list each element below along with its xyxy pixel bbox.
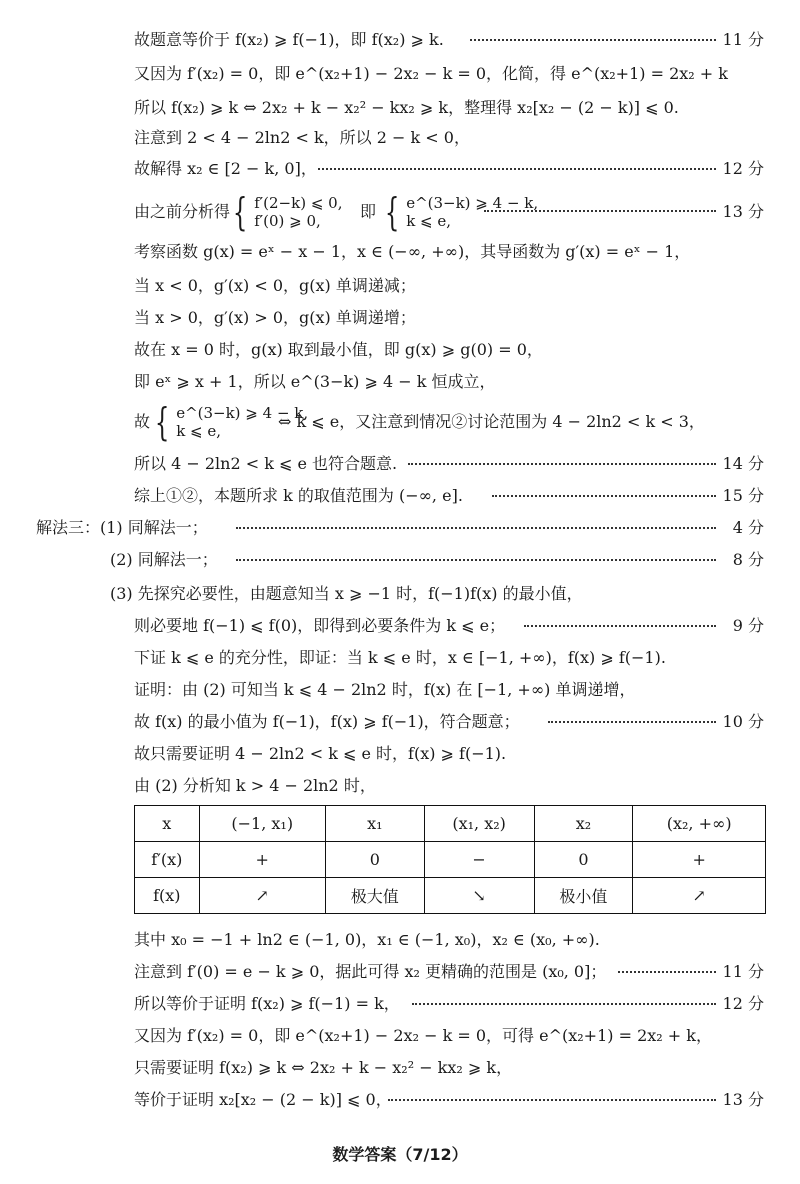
line-text: 考察函数 g(x) = eˣ − x − 1，x ∈ (−∞, +∞)，其导函数为 g′(x) = eˣ − 1， bbox=[134, 242, 691, 261]
solution-line bbox=[0, 448, 800, 480]
line-text: 故 bbox=[134, 412, 151, 431]
line-text: 又因为 f′(x₂) = 0，即 e^(x₂+1) − 2x₂ − k = 0，可得 e^(x₂+1) = 2x₂ + k， bbox=[134, 1026, 712, 1045]
line-text: 则必要地 f(−1) ⩽ f(0)，即得到必要条件为 k ⩽ e； bbox=[134, 616, 506, 635]
line-text: 当 x > 0，g′(x) > 0，g(x) 单调递增； bbox=[134, 308, 416, 327]
solution-line bbox=[0, 544, 800, 576]
score-label: 12 分 bbox=[722, 159, 764, 178]
table-row bbox=[135, 806, 766, 842]
line-text: 所以 4 − 2ln2 < k ⩽ e 也符合题意. bbox=[134, 454, 398, 473]
line-text: 故题意等价于 f(x₂) ⩾ f(−1)，即 f(x₂) ⩾ k. bbox=[134, 30, 444, 49]
table-cell: 极大值 bbox=[325, 878, 424, 914]
solution-line bbox=[0, 236, 800, 268]
solution-line bbox=[0, 706, 800, 738]
line-text: 所以 f(x₂) ⩾ k ⇔ 2x₂ + k − x₂² − kx₂ ⩾ k，整理得 x₂[x₂ − (2 − k)] ⩽ 0. bbox=[134, 98, 679, 117]
table-cell: ↗ bbox=[633, 878, 766, 914]
table-row bbox=[135, 842, 766, 878]
leader-dots bbox=[408, 463, 716, 465]
score-label: 10 分 bbox=[722, 712, 764, 731]
line-text: 综上①②，本题所求 k 的取值范围为 (−∞, e]. bbox=[134, 486, 463, 505]
table-cell: x₁ bbox=[325, 806, 424, 842]
solution-line bbox=[0, 153, 800, 185]
score-label: 8 分 bbox=[732, 550, 764, 569]
connector-text: 即 bbox=[360, 202, 377, 221]
line-text: ⇔ k ⩽ e，又注意到情况②讨论范围为 4 − 2ln2 < k < 3， bbox=[278, 412, 705, 431]
system-row: f′(2−k) ⩽ 0, bbox=[254, 194, 343, 212]
system-row: k ⩽ e, bbox=[406, 212, 452, 230]
solution-line bbox=[0, 190, 800, 234]
leader-dots bbox=[618, 971, 716, 973]
brace-icon: { bbox=[154, 400, 170, 444]
line-text: 由 (2) 分析知 k > 4 − 2ln2 时， bbox=[134, 776, 376, 795]
score-label: 4 分 bbox=[732, 518, 764, 537]
leader-dots bbox=[484, 210, 716, 212]
table-row bbox=[135, 878, 766, 914]
solution-line bbox=[0, 480, 800, 512]
line-text: 证明：由 (2) 可知当 k ⩽ 4 − 2ln2 时，f(x) 在 [−1, +∞) 单调递增， bbox=[134, 680, 636, 699]
solution-line bbox=[0, 512, 800, 544]
line-text: 故解得 x₂ ∈ [2 − k, 0]， bbox=[134, 159, 317, 178]
solution-line bbox=[0, 956, 800, 988]
solution-line bbox=[0, 610, 800, 642]
solution-line bbox=[0, 924, 800, 956]
line-text: 故 f(x) 的最小值为 f(−1)，f(x) ⩾ f(−1)，符合题意； bbox=[134, 712, 520, 731]
table-cell: 极小值 bbox=[534, 878, 633, 914]
solution-line bbox=[0, 1020, 800, 1052]
table-cell: ↗ bbox=[199, 878, 325, 914]
line-text: 解法三：(1) 同解法一； bbox=[36, 518, 208, 537]
solution-line bbox=[0, 738, 800, 770]
line-text: 故只需要证明 4 − 2ln2 < k ⩽ e 时，f(x) ⩾ f(−1). bbox=[134, 744, 507, 763]
page-footer: 数学答案（7/12） bbox=[332, 1145, 468, 1164]
solution-line bbox=[0, 578, 800, 610]
solution-line bbox=[0, 58, 800, 90]
leader-dots bbox=[412, 1003, 716, 1005]
line-text: 等价于证明 x₂[x₂ − (2 − k)] ⩽ 0， bbox=[134, 1090, 392, 1109]
solution-line bbox=[0, 1084, 800, 1116]
line-text: (2) 同解法一； bbox=[110, 550, 218, 569]
line-text: 注意到 f′(0) = e − k ⩾ 0，据此可得 x₂ 更精确的范围是 (x₀, 0]； bbox=[134, 962, 607, 981]
solution-line bbox=[0, 400, 800, 444]
solution-line bbox=[0, 988, 800, 1020]
score-label: 11 分 bbox=[722, 30, 764, 49]
line-text: 只需要证明 f(x₂) ⩾ k ⇔ 2x₂ + k − x₂² − kx₂ ⩾ k， bbox=[134, 1058, 513, 1077]
table-cell: 0 bbox=[534, 842, 633, 878]
brace-icon: { bbox=[384, 190, 400, 234]
table-cell: − bbox=[424, 842, 534, 878]
score-label: 14 分 bbox=[722, 454, 764, 473]
solution-line bbox=[0, 770, 800, 802]
system-row: k ⩽ e, bbox=[176, 422, 222, 440]
line-text: 所以等价于证明 f(x₂) ⩾ f(−1) = k， bbox=[134, 994, 400, 1013]
table-cell: (x₂, +∞) bbox=[633, 806, 766, 842]
solution-line bbox=[0, 92, 800, 124]
score-label: 15 分 bbox=[722, 486, 764, 505]
variation-table bbox=[134, 805, 766, 914]
line-text: 注意到 2 < 4 − 2ln2 < k，所以 2 − k < 0， bbox=[134, 128, 470, 147]
inequality-system bbox=[228, 190, 342, 234]
table-cell: + bbox=[199, 842, 325, 878]
table-cell: + bbox=[633, 842, 766, 878]
table-cell: f′(x) bbox=[135, 842, 200, 878]
line-text: 下证 k ⩽ e 的充分性，即证：当 k ⩽ e 时，x ∈ [−1, +∞)，f(x) ⩾ f(−1). bbox=[134, 648, 666, 667]
leader-dots bbox=[492, 495, 716, 497]
leader-dots bbox=[548, 721, 716, 723]
solution-line bbox=[0, 24, 800, 56]
brace-icon: { bbox=[232, 190, 248, 234]
inequality-system bbox=[380, 190, 538, 234]
solution-line bbox=[0, 270, 800, 302]
leader-dots bbox=[236, 559, 716, 561]
score-label: 13 分 bbox=[722, 1090, 764, 1109]
table-cell: ↘ bbox=[424, 878, 534, 914]
leader-dots bbox=[318, 168, 716, 170]
score-label: 9 分 bbox=[732, 616, 764, 635]
score-label: 13 分 bbox=[722, 202, 764, 221]
table-cell: f(x) bbox=[135, 878, 200, 914]
line-text: (3) 先探究必要性，由题意知当 x ⩾ −1 时，f(−1)f(x) 的最小值， bbox=[110, 584, 583, 603]
line-text: 其中 x₀ = −1 + ln2 ∈ (−1, 0)，x₁ ∈ (−1, x₀)，x₂ ∈ (x₀, +∞). bbox=[134, 930, 600, 949]
line-text: 由之前分析得 bbox=[134, 202, 231, 221]
line-text: 当 x < 0，g′(x) < 0，g(x) 单调递减； bbox=[134, 276, 416, 295]
system-row: f′(0) ⩾ 0, bbox=[254, 212, 321, 230]
line-text: 故在 x = 0 时，g(x) 取到最小值，即 g(x) ⩾ g(0) = 0， bbox=[134, 340, 543, 359]
solution-line bbox=[0, 122, 800, 154]
solution-line bbox=[0, 302, 800, 334]
leader-dots bbox=[470, 39, 716, 41]
system-row: e^(3−k) ⩾ 4 − k, bbox=[176, 404, 309, 422]
solution-line bbox=[0, 674, 800, 706]
line-text: 即 eˣ ⩾ x + 1，所以 e^(3−k) ⩾ 4 − k 恒成立， bbox=[134, 372, 496, 391]
score-label: 11 分 bbox=[722, 962, 764, 981]
system-row: e^(3−k) ⩾ 4 − k, bbox=[406, 194, 539, 212]
leader-dots bbox=[388, 1099, 716, 1101]
table-cell: x bbox=[135, 806, 200, 842]
table-cell: (x₁, x₂) bbox=[424, 806, 534, 842]
table-cell: x₂ bbox=[534, 806, 633, 842]
score-label: 12 分 bbox=[722, 994, 764, 1013]
solution-line bbox=[0, 334, 800, 366]
table-cell: (−1, x₁) bbox=[199, 806, 325, 842]
line-text: 又因为 f′(x₂) = 0，即 e^(x₂+1) − 2x₂ − k = 0，化简，得 e^(x₂+1) = 2x₂ + k bbox=[134, 64, 728, 83]
solution-line bbox=[0, 366, 800, 398]
solution-line bbox=[0, 1052, 800, 1084]
leader-dots bbox=[524, 625, 716, 627]
leader-dots bbox=[236, 527, 716, 529]
table-cell: 0 bbox=[325, 842, 424, 878]
solution-line bbox=[0, 642, 800, 674]
